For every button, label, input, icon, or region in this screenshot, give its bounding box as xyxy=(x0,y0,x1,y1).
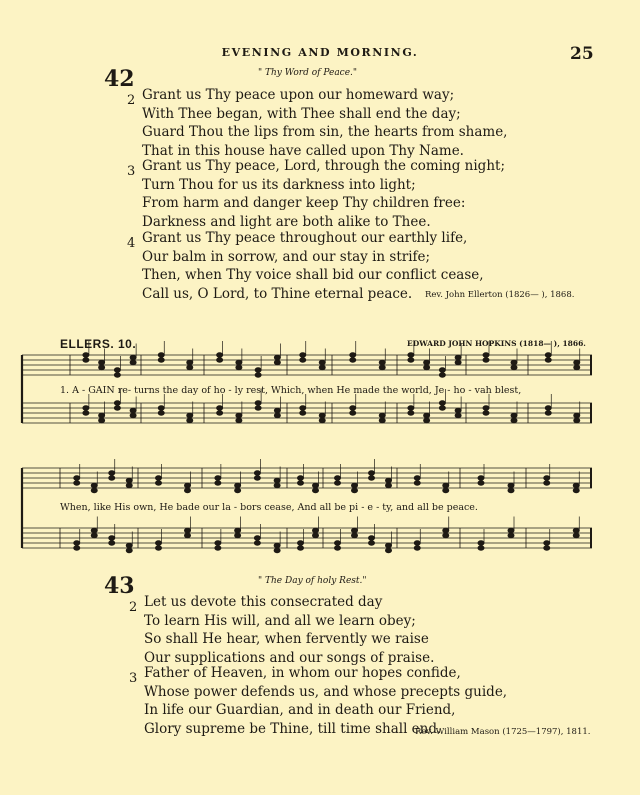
notehead xyxy=(274,408,280,412)
hymn-42-author: Rev. John Ellerton (1826— ), 1868. xyxy=(425,290,575,300)
notehead xyxy=(158,406,164,410)
notehead xyxy=(215,546,221,550)
verse-line: Whose power defends us, and whose precepts guide, xyxy=(144,683,508,700)
notehead xyxy=(254,541,260,545)
notehead xyxy=(379,365,385,369)
notehead xyxy=(439,401,445,405)
notehead xyxy=(298,481,304,485)
verse-line: Let us devote this consecrated day xyxy=(144,594,383,610)
notehead xyxy=(298,476,304,480)
notehead xyxy=(217,411,223,415)
notehead xyxy=(439,368,445,372)
notehead xyxy=(511,418,517,422)
notehead xyxy=(545,353,551,357)
notehead xyxy=(319,418,325,422)
notehead xyxy=(254,471,260,475)
verse-line: Glory supreme be Thine, till time shall end. xyxy=(144,720,442,737)
notehead xyxy=(114,401,120,405)
notehead xyxy=(255,401,261,405)
notehead xyxy=(386,543,392,547)
notehead xyxy=(130,355,136,359)
verse-line: In life our Guardian, and in death our Friend, xyxy=(144,702,456,718)
verse-line: Father of Heaven, in whom our hopes confide, xyxy=(144,665,461,681)
notehead xyxy=(386,548,392,552)
notehead xyxy=(158,358,164,362)
notehead xyxy=(236,360,242,364)
notehead xyxy=(236,418,242,422)
notehead xyxy=(91,488,97,492)
verse-line: So shall He hear, when fervently we raise xyxy=(144,631,429,647)
notehead xyxy=(574,413,580,417)
notehead xyxy=(91,528,97,532)
notehead xyxy=(455,413,461,417)
notehead xyxy=(185,488,191,492)
notehead xyxy=(187,418,193,422)
notehead xyxy=(352,528,358,532)
notehead xyxy=(217,406,223,410)
hymn-43-number: 43 xyxy=(104,573,135,599)
notehead xyxy=(574,418,580,422)
notehead xyxy=(114,373,120,377)
verse-line: That in this house have called upon Thy Name. xyxy=(142,142,464,159)
notehead xyxy=(408,353,414,357)
notehead xyxy=(335,476,341,480)
notehead xyxy=(439,373,445,377)
notehead xyxy=(274,413,280,417)
notehead xyxy=(300,353,306,357)
notehead xyxy=(352,483,358,487)
notehead xyxy=(254,536,260,540)
notehead xyxy=(74,476,80,480)
notehead xyxy=(187,413,193,417)
notehead xyxy=(483,406,489,410)
notehead xyxy=(573,528,579,532)
notehead xyxy=(544,546,550,550)
notehead xyxy=(483,411,489,415)
tune-name: ELLERS. 10. xyxy=(60,337,137,351)
notehead xyxy=(215,481,221,485)
notehead xyxy=(83,411,89,415)
composer-credit: EDWARD JOHN HOPKINS (1818— ), 1866. xyxy=(407,339,586,348)
notehead xyxy=(545,406,551,410)
notehead xyxy=(350,406,356,410)
notehead xyxy=(215,476,221,480)
notehead xyxy=(319,413,325,417)
notehead xyxy=(483,358,489,362)
notehead xyxy=(185,528,191,532)
notehead xyxy=(511,365,517,369)
notehead xyxy=(126,478,132,482)
notehead xyxy=(414,546,420,550)
notehead xyxy=(156,481,162,485)
notehead xyxy=(319,365,325,369)
verse-line: Darkness and light are both alike to Thee. xyxy=(142,213,431,230)
notehead xyxy=(109,541,115,545)
notehead xyxy=(508,483,514,487)
notehead xyxy=(74,541,80,545)
system-2-lyrics: When, like His own, He bade our la - bors cease, And all be pi - e - ty, and all be peace. xyxy=(60,502,478,513)
notehead xyxy=(443,488,449,492)
hymn-43-verse-3-num: 3 xyxy=(129,671,138,686)
notehead xyxy=(126,543,132,547)
notehead xyxy=(109,476,115,480)
notehead xyxy=(544,541,550,545)
notehead xyxy=(156,546,162,550)
notehead xyxy=(335,481,341,485)
notehead xyxy=(369,536,375,540)
hymn-43-verse-2 xyxy=(144,593,434,667)
hymn-42-verse-2-num: 2 xyxy=(127,93,136,108)
notehead xyxy=(414,476,420,480)
verse-line: Our balm in sorrow, and our stay in strife; xyxy=(142,248,431,265)
hymn-42-title: " Thy Word of Peace." xyxy=(258,68,358,78)
notehead xyxy=(255,373,261,377)
notehead xyxy=(508,528,514,532)
verse-line: Then, when Thy voice shall bid our conflict cease, xyxy=(142,267,484,283)
notehead xyxy=(215,541,221,545)
notehead xyxy=(574,360,580,364)
notehead xyxy=(298,546,304,550)
verse-line: Call us, O Lord, to Thine eternal peace. xyxy=(142,285,413,302)
verse-line: Grant us Thy peace, Lord, through the coming night; xyxy=(142,158,505,174)
notehead xyxy=(313,488,319,492)
hymn-43-verse-2-num: 2 xyxy=(129,600,138,615)
notehead xyxy=(114,368,120,372)
notehead xyxy=(109,536,115,540)
notehead xyxy=(408,406,414,410)
notehead xyxy=(74,546,80,550)
notehead xyxy=(130,360,136,364)
notehead xyxy=(443,533,449,537)
notehead xyxy=(236,413,242,417)
notehead xyxy=(352,533,358,537)
notehead xyxy=(379,413,385,417)
notehead xyxy=(83,353,89,357)
notehead xyxy=(300,406,306,410)
notehead xyxy=(511,413,517,417)
notehead xyxy=(217,353,223,357)
notehead xyxy=(99,365,105,369)
notehead xyxy=(91,533,97,537)
notehead xyxy=(158,353,164,357)
notehead xyxy=(91,483,97,487)
notehead xyxy=(574,365,580,369)
notehead xyxy=(300,411,306,415)
notehead xyxy=(424,360,430,364)
notehead xyxy=(455,360,461,364)
notehead xyxy=(478,481,484,485)
notehead xyxy=(443,528,449,532)
notehead xyxy=(379,360,385,364)
notehead xyxy=(236,365,242,369)
notehead xyxy=(508,533,514,537)
notehead xyxy=(386,483,392,487)
notehead xyxy=(483,353,489,357)
running-head: EVENING AND MORNING. xyxy=(221,46,419,59)
verse-line: Grant us Thy peace upon our homeward way; xyxy=(142,87,455,103)
notehead xyxy=(83,358,89,362)
notehead xyxy=(126,548,132,552)
notehead xyxy=(414,541,420,545)
verse-line: Our supplications and our songs of praise. xyxy=(144,649,435,666)
notehead xyxy=(274,548,280,552)
notehead xyxy=(185,533,191,537)
notehead xyxy=(313,528,319,532)
notehead xyxy=(350,358,356,362)
notehead xyxy=(573,533,579,537)
notehead xyxy=(126,483,132,487)
notehead xyxy=(443,483,449,487)
notehead xyxy=(439,406,445,410)
hymn-43-title: " The Day of holy Rest." xyxy=(258,576,367,586)
notehead xyxy=(408,358,414,362)
notehead xyxy=(379,418,385,422)
notehead xyxy=(274,355,280,359)
notehead xyxy=(274,543,280,547)
notehead xyxy=(319,360,325,364)
notehead xyxy=(545,358,551,362)
notehead xyxy=(156,476,162,480)
notehead xyxy=(185,483,191,487)
notehead xyxy=(408,411,414,415)
notehead xyxy=(573,483,579,487)
notehead xyxy=(187,365,193,369)
notehead xyxy=(99,360,105,364)
notehead xyxy=(455,408,461,412)
notehead xyxy=(335,541,341,545)
notehead xyxy=(573,488,579,492)
verse-line: From harm and danger keep Thy children free: xyxy=(142,195,466,211)
verse-line: Turn Thou for us its darkness into light; xyxy=(142,176,416,193)
verse-line: To learn His will, and all we learn obey; xyxy=(144,612,416,629)
notehead xyxy=(350,353,356,357)
notehead xyxy=(130,408,136,412)
notehead xyxy=(414,481,420,485)
notehead xyxy=(508,488,514,492)
page-number: 25 xyxy=(570,44,594,64)
notehead xyxy=(313,483,319,487)
notehead xyxy=(187,360,193,364)
notehead xyxy=(455,355,461,359)
notehead xyxy=(109,471,115,475)
notehead xyxy=(424,365,430,369)
hymn-42-verse-4-num: 4 xyxy=(127,236,136,251)
notehead xyxy=(217,358,223,362)
notehead xyxy=(369,471,375,475)
notehead xyxy=(274,360,280,364)
notehead xyxy=(255,406,261,410)
notehead xyxy=(74,481,80,485)
notehead xyxy=(158,411,164,415)
notehead xyxy=(386,478,392,482)
notehead xyxy=(255,368,261,372)
notehead xyxy=(369,541,375,545)
notehead xyxy=(478,476,484,480)
notehead xyxy=(235,483,241,487)
notehead xyxy=(254,476,260,480)
hymn-43-author: Rev. William Mason (1725—1797), 1811. xyxy=(415,727,591,737)
notehead xyxy=(544,481,550,485)
hymn-42-number: 42 xyxy=(104,66,135,92)
notehead xyxy=(130,413,136,417)
notehead xyxy=(99,418,105,422)
notehead xyxy=(478,546,484,550)
notehead xyxy=(478,541,484,545)
notehead xyxy=(235,533,241,537)
notehead xyxy=(300,358,306,362)
notehead xyxy=(511,360,517,364)
verse-line: Guard Thou the lips from sin, the hearts from shame, xyxy=(142,124,508,140)
notehead xyxy=(83,406,89,410)
verse-line: Grant us Thy peace throughout our earthly life, xyxy=(142,230,468,246)
hymn-42-verse-3-num: 3 xyxy=(127,164,136,179)
notehead xyxy=(424,418,430,422)
verse-line: With Thee began, with Thee shall end the day; xyxy=(142,105,461,122)
notehead xyxy=(544,476,550,480)
notehead xyxy=(274,478,280,482)
notehead xyxy=(545,411,551,415)
notehead xyxy=(274,483,280,487)
notehead xyxy=(99,413,105,417)
notehead xyxy=(313,533,319,537)
notehead xyxy=(156,541,162,545)
notehead xyxy=(335,546,341,550)
notehead xyxy=(235,528,241,532)
system-1-lyrics: 1. A - GAIN re- turns the day of ho - ly rest, Which, when He made the world, Je - ho - vah blest, xyxy=(60,385,522,396)
notehead xyxy=(298,541,304,545)
notehead xyxy=(350,411,356,415)
notehead xyxy=(352,488,358,492)
notehead xyxy=(114,406,120,410)
notehead xyxy=(424,413,430,417)
notehead xyxy=(235,488,241,492)
notehead xyxy=(369,476,375,480)
